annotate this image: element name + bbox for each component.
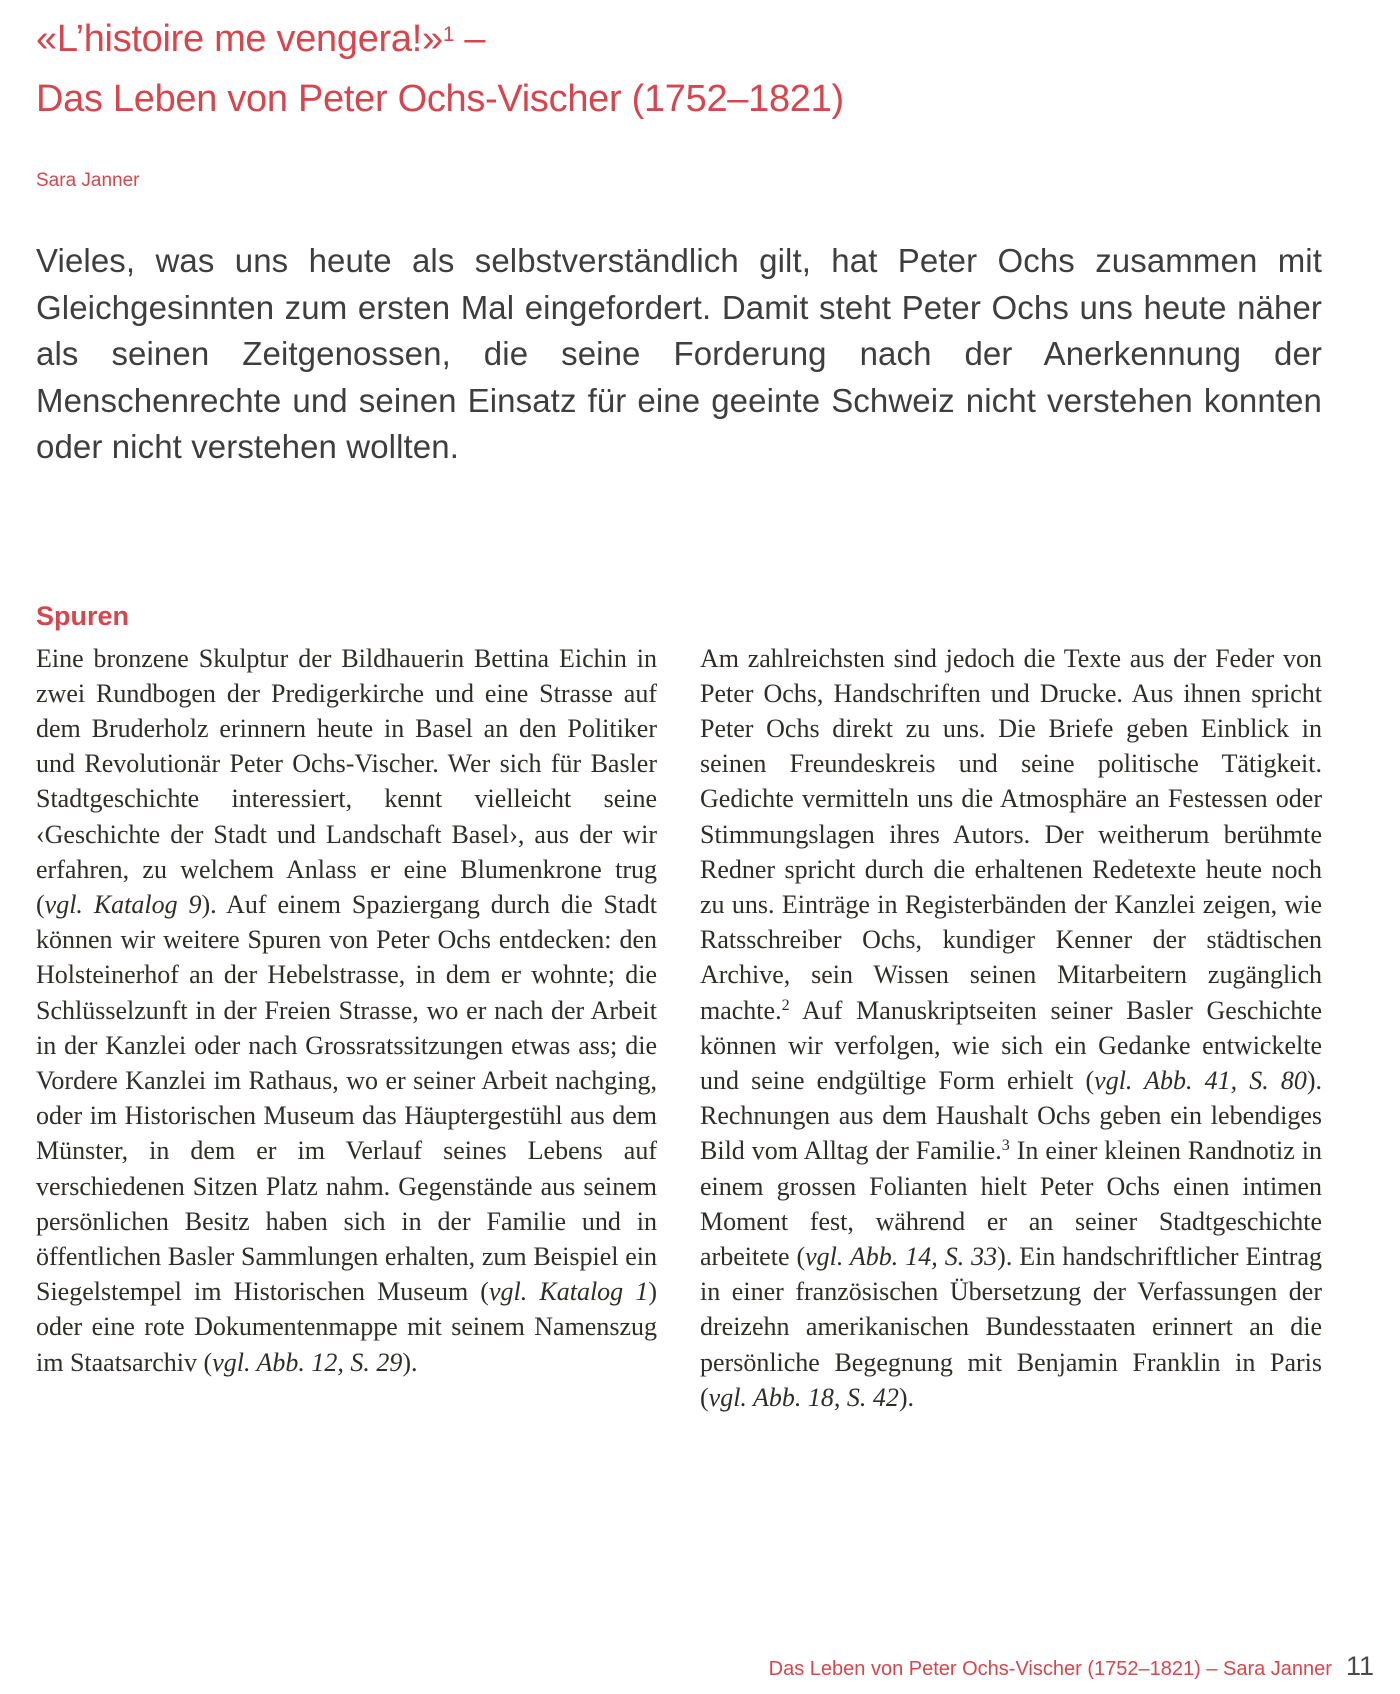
text-run: –: [454, 18, 486, 60]
italic-run: vgl. Abb. 12, S. 29: [212, 1347, 403, 1377]
text-run: ).: [898, 1382, 915, 1412]
text-run: ) oder eine rote Dokumentenmappe mit seinem Namenszug im Staatsarchiv (: [36, 1277, 657, 1377]
two-column-text: [36, 471, 1322, 1415]
right-column-paragraph: [700, 641, 1322, 1415]
text-run: Das Leben von Peter Ochs-Vischer (1752–1821): [36, 78, 844, 120]
italic-run: vgl. Katalog 9: [44, 889, 202, 919]
footnote-ref: 1: [442, 22, 455, 46]
page-number: 11: [1345, 1651, 1374, 1681]
text-run: «L’histoire me vengera!»: [36, 18, 443, 60]
page-footer: [769, 1651, 1374, 1682]
footer-running-title: Das Leben von Peter Ochs-Vischer (1752–1821) – Sara Janner: [768, 1658, 1332, 1680]
text-run: Eine bronzene Skulptur der Bildhauerin Bettina Eichin in zwei Rundbogen der Predigerkirche und eine Strasse auf dem Bruderholz erinnern heute in Basel an den Politiker und Revolutionär Peter Ochs-Vischer. Wer sich für Basler Stadtgeschichte interessiert, kennt vielleicht seine ‹Geschichte der Stadt und Landschaft Basel›, aus der wir erfahren, zu welchem Anlass er eine Blumenkrone trug (: [36, 643, 657, 919]
footnote-ref: 3: [1001, 1137, 1010, 1155]
section-heading-spuren: Spuren: [36, 600, 130, 631]
author-name: Sara Janner: [36, 170, 140, 191]
text-run: ).: [402, 1347, 418, 1377]
right-column: [700, 471, 1322, 1415]
lead-paragraph: Vieles, was uns heute als selbstverständlich gilt, hat Peter Ochs zusammen mit Gleichgesinnten zum ersten Mal eingefordert. Damit steht Peter Ochs uns heute näher als seinen Zeitgenossen, die seine Forderung nach der Anerkennung der Menschenrechte und seinen Einsatz für eine geeinte Schweiz nicht verstehen konnten oder nicht verstehen wollten.: [36, 242, 1322, 465]
italic-run: vgl. Katalog 1: [488, 1277, 649, 1307]
text-run: In einer kleinen Randnotiz in einem grossen Folianten hielt Peter Ochs einen intimen Moment fest, während er an seiner Stadtgeschichte arbeitete (: [700, 1136, 1322, 1271]
italic-run: vgl. Abb. 41, S. 80: [1094, 1065, 1307, 1095]
text-run: ). Rechnungen aus dem Haushalt Ochs geben ein lebendiges Bild vom Alltag der Familie.: [700, 1065, 1322, 1166]
footnote-ref: 2: [781, 996, 790, 1014]
left-column-paragraph: [36, 641, 657, 1380]
text-run: ). Ein handschriftlicher Eintrag in einer französischen Übersetzung der Verfassungen der dreizehn amerikanischen Bundesstaaten erinnert an die persönliche Begegnung mit Benjamin Franklin in Paris (: [700, 1241, 1322, 1412]
italic-run: vgl. Abb. 14, S. 33: [805, 1241, 998, 1271]
text-run: ). Auf einem Spaziergang durch die Stadt können wir weitere Spuren von Peter Ochs entdecken: den Holsteinerhof an der Hebelstrasse, in dem er wohnte; die Schlüsselzunft in der Freien Strasse, wo er nach der Arbeit in der Kanzlei oder nach Grossratssitzungen etwas ass; die Vordere Kanzlei im Rathaus, wo er seiner Arbeit nachging, oder im Historischen Museum das Häuptergestühl aus dem Münster, in dem er im Verlauf seines Lebens auf verschiedenen Sitzen Platz nahm. Gegenstände aus seinem persönlichen Besitz haben sich in der Familie und in öffentlichen Basler Sammlungen erhalten, zum Beispiel ein Siegelstempel im Historischen Museum (: [36, 889, 657, 1307]
left-column: [36, 471, 657, 1415]
article-title: [36, 0, 1322, 126]
italic-run: vgl. Abb. 18, S. 42: [708, 1382, 899, 1412]
text-run: Am zahlreichsten sind jedoch die Texte aus der Feder von Peter Ochs, Handschriften und Drucke. Aus ihnen spricht Peter Ochs direkt zu uns. Die Briefe geben Einblick in seinen Freundeskreis und seine politische Tätigkeit. Gedichte vermitteln uns die Atmosphäre an Festessen oder Stimmungslagen ihres Autors. Der weitherum berühmte Redner spricht durch die erhaltenen Redetexte heute noch zu uns. Einträge in Registerbänden der Kanzlei zeigen, wie Ratsschreiber Ochs, kundiger Kenner der städtischen Archive, sein Wissen seinen Mitarbeitern zugänglich machte.: [700, 643, 1322, 1025]
page-content: [36, 0, 1322, 1415]
text-run: Auf Manuskriptseiten seiner Basler Geschichte können wir verfolgen, wie sich ein Gedanke entwickelte und seine endgültige Form erhielt (: [700, 995, 1322, 1095]
